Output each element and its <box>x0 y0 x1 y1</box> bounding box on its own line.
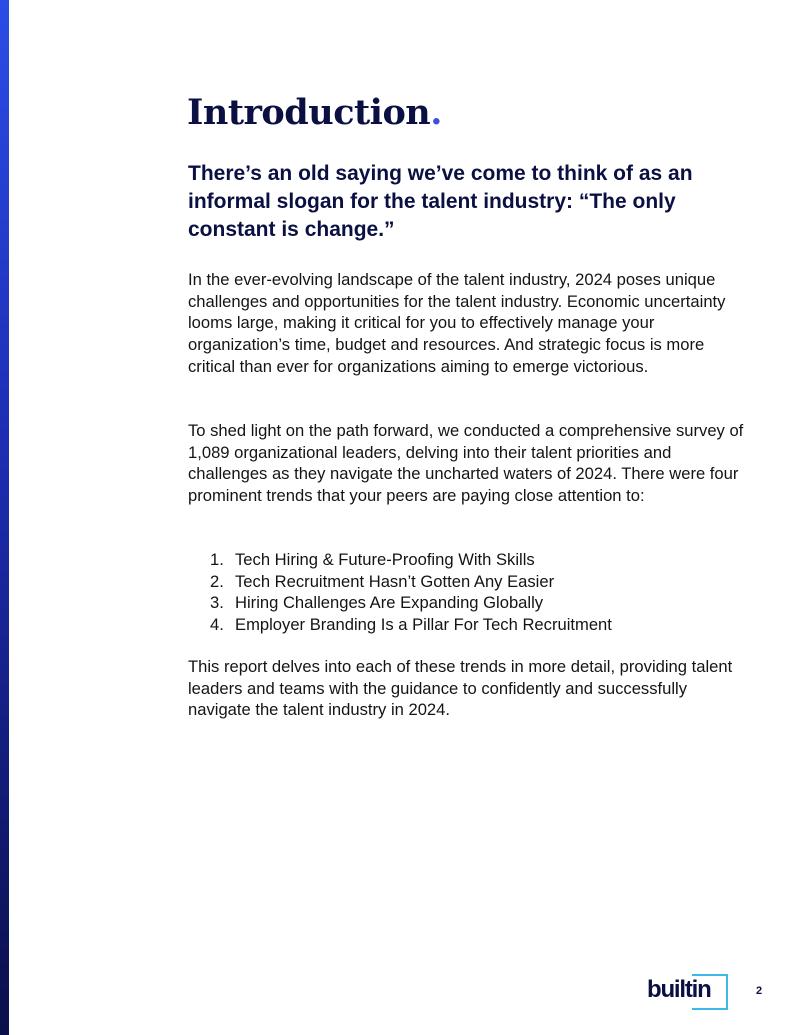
page-title-dot: . <box>430 92 442 133</box>
trend-number: 3. <box>210 593 224 613</box>
trend-text: Tech Recruitment Hasn’t Gotten Any Easier <box>235 571 555 591</box>
trend-item <box>188 614 748 636</box>
intro-paragraph: In the ever-evolving landscape of the talent industry, 2024 poses unique challenges and opportunities for the talent industry. Economic uncertainty looms large, making it critical for you to effectively manage your organization’s time, budget and resources. And strategic focus is more critical than ever for organizations aiming to emerge victorious. <box>188 270 726 376</box>
trend-list <box>188 549 748 636</box>
trend-number: 2. <box>210 571 224 591</box>
logo-text: builtin <box>647 976 711 1003</box>
trend-item <box>188 571 748 593</box>
trend-number: 1. <box>210 550 224 569</box>
side-accent-bar <box>0 0 9 1035</box>
trend-text: Tech Hiring & Future-Proofing With Skills <box>235 550 535 569</box>
trend-item <box>188 592 748 614</box>
page-title <box>187 92 442 133</box>
trend-text: Hiring Challenges Are Expanding Globally <box>235 593 544 613</box>
survey-paragraph: To shed light on the path forward, we conducted a comprehensive survey of 1,089 organizational leaders, delving into their talent priorities and challenges as they navigate the uncharted waters of 2024. There were four prominent trends that your peers are paying close attention to: <box>188 421 744 506</box>
page-title-text: Introduction <box>187 92 431 133</box>
builtin-logo <box>646 974 732 1012</box>
trend-item <box>188 549 748 571</box>
trend-number: 4. <box>210 615 224 635</box>
trend-text: Employer Branding Is a Pillar For Tech Recruitment <box>235 615 612 635</box>
conclusion-paragraph: This report delves into each of these trends in more detail, providing talent leaders and teams with the guidance to confidently and successfully navigate the talent industry in 2024. <box>188 657 733 720</box>
page-number: 2 <box>756 985 763 997</box>
lead-paragraph: There’s an old saying we’ve come to think of as an informal slogan for the talent industry: “The only constant is change.” <box>188 162 693 241</box>
